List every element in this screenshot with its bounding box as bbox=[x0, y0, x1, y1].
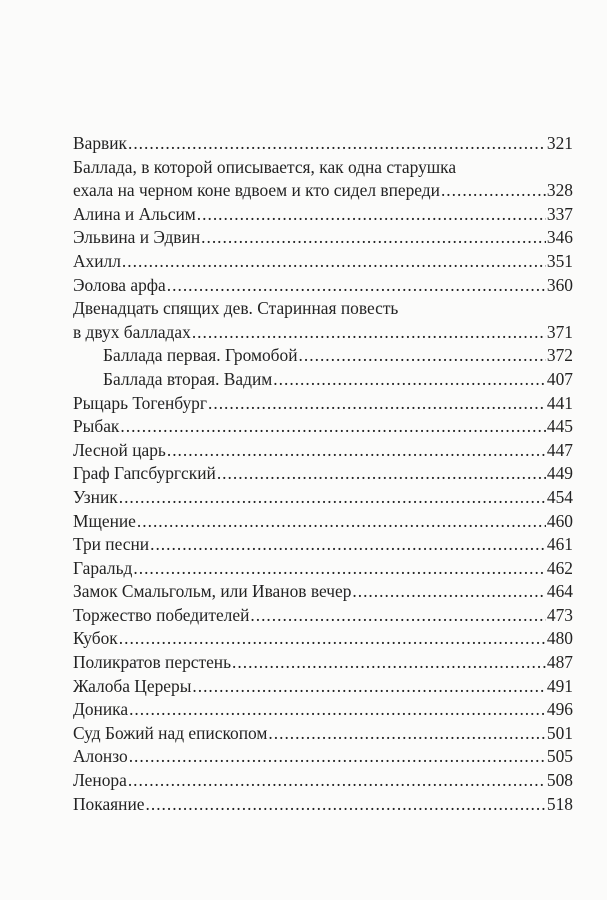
dot-leader bbox=[119, 627, 546, 651]
dot-leader bbox=[268, 722, 546, 746]
toc-entry bbox=[73, 675, 573, 699]
toc-entry-title-line1: Баллада, в которой описывается, как одна старушка bbox=[73, 156, 457, 177]
dot-leader bbox=[146, 793, 546, 817]
toc-subentry bbox=[73, 344, 573, 368]
toc-entry-page: 351 bbox=[546, 250, 573, 271]
toc-entry-page: 464 bbox=[546, 581, 573, 602]
toc-entry-page: 447 bbox=[546, 439, 573, 460]
toc-entry-page: 337 bbox=[546, 203, 573, 224]
dot-leader bbox=[232, 651, 546, 675]
toc-entry-title: Лесной царь bbox=[73, 439, 166, 460]
toc-entry-title: Покаяние bbox=[73, 793, 145, 814]
toc-entry-page: 441 bbox=[546, 392, 573, 413]
dot-leader bbox=[273, 368, 546, 392]
toc-entry-page: 461 bbox=[546, 534, 573, 555]
dot-leader bbox=[133, 557, 546, 581]
toc-entry-page: 328 bbox=[546, 180, 573, 201]
toc-entry-title: Доника bbox=[73, 699, 129, 720]
dot-leader bbox=[217, 462, 546, 486]
toc-entry bbox=[73, 486, 573, 510]
toc-entry-page: 473 bbox=[546, 604, 573, 625]
toc-entry-title: Баллада первая. Громобой bbox=[103, 345, 298, 366]
toc-entry bbox=[73, 321, 573, 345]
toc-entry bbox=[73, 793, 573, 817]
toc-entry-title: Жалоба Цереры bbox=[73, 675, 192, 696]
toc-entry-title: Торжество победителей bbox=[73, 604, 250, 625]
dot-leader bbox=[167, 274, 546, 298]
toc-entry bbox=[73, 745, 573, 769]
toc-entry bbox=[73, 226, 573, 250]
toc-entry-title: Гаральд bbox=[73, 557, 133, 578]
toc-entry bbox=[73, 769, 573, 793]
toc-entry-page: 496 bbox=[546, 699, 573, 720]
toc-entry-page: 462 bbox=[546, 557, 573, 578]
dot-leader bbox=[197, 203, 546, 227]
dot-leader bbox=[352, 580, 546, 604]
toc-entry bbox=[73, 557, 573, 581]
dot-leader bbox=[122, 250, 546, 274]
toc-entry-title: Граф Гапсбургский bbox=[73, 463, 216, 484]
toc-entry-page: 480 bbox=[546, 628, 573, 649]
dot-leader bbox=[128, 769, 546, 793]
toc-entry-title-line1: Двенадцать спящих дев. Старинная повесть bbox=[73, 298, 399, 319]
toc-entry-page: 346 bbox=[546, 227, 573, 248]
toc-entry-title: ехала на черном коне вдвоем и кто сидел впереди bbox=[73, 180, 440, 201]
toc-entry-title: Эолова арфа bbox=[73, 274, 166, 295]
toc-entry-title: Мщение bbox=[73, 510, 136, 531]
dot-leader bbox=[299, 344, 546, 368]
toc-entry-title: Ахилл bbox=[73, 250, 121, 271]
dot-leader bbox=[167, 439, 546, 463]
toc-entry-title: Кубок bbox=[73, 628, 118, 649]
toc-entry-title: Суд Божий над епископом bbox=[73, 722, 268, 743]
toc-subentry bbox=[73, 368, 573, 392]
toc-entry bbox=[73, 439, 573, 463]
toc-entry bbox=[73, 250, 573, 274]
toc-entry bbox=[73, 203, 573, 227]
toc-entry-page: 505 bbox=[546, 746, 573, 767]
toc-entry bbox=[73, 462, 573, 486]
toc-entry-page: 407 bbox=[546, 368, 573, 389]
toc-entry-page: 454 bbox=[546, 486, 573, 507]
toc-entry-page: 372 bbox=[546, 345, 573, 366]
dot-leader bbox=[441, 179, 546, 203]
dot-leader bbox=[119, 486, 546, 510]
toc-entry-title: Ленора bbox=[73, 770, 127, 791]
dot-leader bbox=[250, 604, 546, 628]
toc-entry bbox=[73, 651, 573, 675]
toc-entry-title: Алонзо bbox=[73, 746, 128, 767]
toc-entry-page: 508 bbox=[546, 770, 573, 791]
dot-leader bbox=[208, 392, 546, 416]
dot-leader bbox=[192, 321, 546, 345]
table-of-contents bbox=[73, 132, 573, 816]
dot-leader bbox=[192, 675, 546, 699]
dot-leader bbox=[129, 745, 546, 769]
toc-entry-title: Замок Смальгольм, или Иванов вечер bbox=[73, 581, 352, 602]
dot-leader bbox=[137, 510, 546, 534]
toc-entry-page: 371 bbox=[546, 321, 573, 342]
toc-entry bbox=[73, 722, 573, 746]
toc-entry-page: 360 bbox=[546, 274, 573, 295]
toc-entry-title: Рыцарь Тогенбург bbox=[73, 392, 208, 413]
toc-entry-title: Поликратов перстень bbox=[73, 652, 232, 673]
toc-entry-title: Эльвина и Эдвин bbox=[73, 227, 201, 248]
dot-leader bbox=[201, 226, 546, 250]
dot-leader bbox=[150, 533, 546, 557]
toc-entry bbox=[73, 510, 573, 534]
toc-entry-page: 321 bbox=[546, 133, 573, 153]
toc-entry bbox=[73, 533, 573, 557]
dot-leader bbox=[120, 415, 546, 439]
toc-entry-page: 518 bbox=[546, 793, 573, 814]
dot-leader bbox=[129, 698, 546, 722]
toc-entry-title: Три песни bbox=[73, 534, 150, 555]
toc-entry bbox=[73, 132, 573, 156]
toc-entry-page: 491 bbox=[546, 675, 573, 696]
toc-entry bbox=[73, 415, 573, 439]
toc-entry bbox=[73, 580, 573, 604]
toc-entry-title: Рыбак bbox=[73, 416, 120, 437]
toc-entry-title: Узник bbox=[73, 486, 118, 507]
toc-entry-title: в двух балладах bbox=[73, 321, 191, 342]
toc-entry-page: 501 bbox=[546, 722, 573, 743]
toc-entry-page: 445 bbox=[546, 416, 573, 437]
toc-entry bbox=[73, 627, 573, 651]
toc-entry bbox=[73, 604, 573, 628]
toc-entry bbox=[73, 179, 573, 203]
toc-entry-page: 487 bbox=[546, 652, 573, 673]
toc-entry bbox=[73, 392, 573, 416]
toc-entry-title: Алина и Альсим bbox=[73, 203, 196, 224]
toc-entry bbox=[73, 274, 573, 298]
toc-entry-page: 449 bbox=[546, 463, 573, 484]
toc-entry-title: Баллада вторая. Вадим bbox=[103, 368, 273, 389]
dot-leader bbox=[128, 132, 546, 156]
toc-entry-page: 460 bbox=[546, 510, 573, 531]
toc-entry-title: Варвик bbox=[73, 133, 127, 153]
toc-entry bbox=[73, 698, 573, 722]
